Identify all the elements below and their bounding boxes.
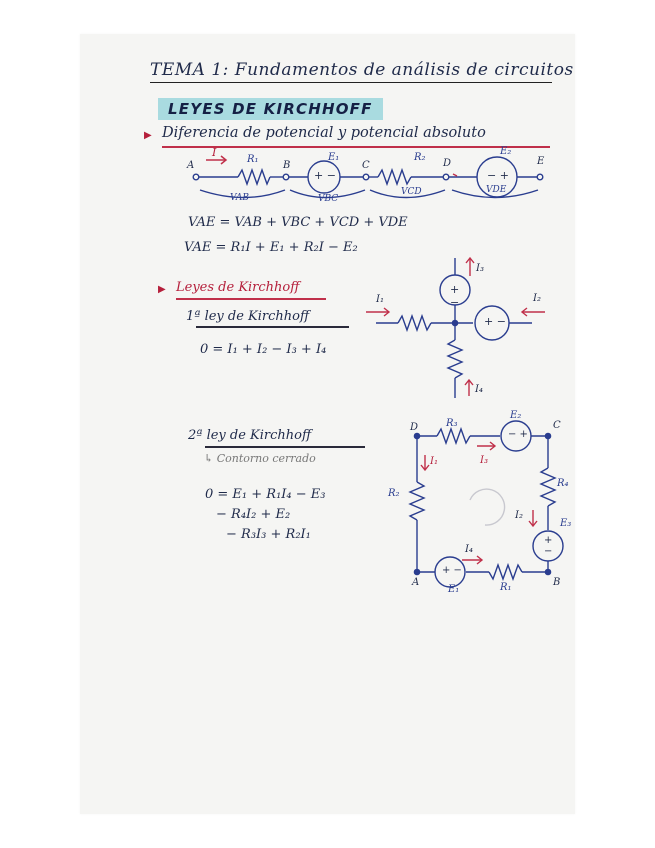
resistor-r2 [378,170,411,184]
label-loop-e3: E₃ [560,518,572,529]
label-i2: I₂ [533,293,541,304]
page-title: TEMA 1: Fundamentos de análisis de circuitos [150,60,574,80]
bullet-arrow-icon: ▶ [144,130,152,141]
e2-polarity: − + [487,169,509,182]
label-loop-r3: R₃ [446,418,458,429]
label-loop-r2: R₂ [388,488,400,499]
first-law-title: 1ª ley de Kirchhoff [186,309,310,324]
label-i3: I₃ [476,263,484,274]
contorno-label: Contorno cerrado [216,452,316,465]
label-r1: R₁ [247,154,259,165]
node-d [443,174,449,180]
node-source-polarity: + − [450,283,460,309]
label-e1: E₁ [328,152,340,163]
label-node-c: C [362,160,370,171]
second-law-line-2: − R₄I₂ + E₂ [216,507,291,522]
label-vcd: VCD [401,187,422,197]
first-law-underline [196,326,349,328]
first-law-equation: 0 = I₁ + I₂ − I₃ + I₄ [200,342,327,357]
label-vab: VAB [230,193,250,203]
label-loop-c: C [553,420,561,431]
label-e2: E₂ [500,146,512,157]
label-i1: I₁ [376,294,384,305]
label-loop-d: D [410,422,419,433]
loop-e1-polarity: + − [442,565,462,576]
bullet-arrow-icon-2: ▶ [158,284,166,295]
node-resistor-left [398,316,431,330]
loop-e2-polarity: − + [508,429,528,440]
label-loop-i1: I₁ [430,456,438,467]
label-node-b: B [283,160,291,171]
label-current-i: I [212,146,217,159]
label-loop-e2: E₂ [510,410,522,421]
node-source-right-polarity: + − [484,315,506,328]
label-node-d: D [443,158,452,169]
loop-resistor-r4 [541,468,555,506]
section2-underline [176,298,326,300]
node-c [363,174,369,180]
node-a [193,174,199,180]
label-vbc: VBC [318,194,339,204]
contorno-cerrado: ↳ Contorno cerrado [204,452,316,465]
label-loop-r1: R₁ [500,582,512,593]
node-e [537,174,543,180]
label-i4: I₄ [475,384,483,395]
label-vde: VDE [486,185,507,195]
second-law-line-1: 0 = E₁ + R₁I₄ − E₃ [205,487,326,502]
loop-e3-polarity: + − [544,535,553,557]
equation-vae-sum: VAE = VAB + VBC + VCD + VDE [188,215,408,230]
label-loop-b: B [553,577,561,588]
loop-resistor-r2 [410,482,424,520]
label-loop-i2: I₂ [515,510,523,521]
node-b [283,174,289,180]
resistor-r1 [238,170,270,184]
loop-resistor-r3 [437,429,470,443]
second-law-line-3: − R₃I₃ + R₂I₁ [226,527,311,542]
loop-resistor-r1 [489,565,522,579]
second-law-underline [205,446,365,448]
e1-polarity: + − [314,169,336,182]
node-diagram [376,258,532,398]
label-node-e: E [537,156,545,167]
label-loop-r4: R₄ [557,478,569,489]
section1-heading: Diferencia de potencial y potencial absoluto [162,125,486,141]
second-law-title: 2ª ley de Kirchhoff [188,428,312,443]
label-loop-a: A [412,577,420,588]
label-loop-i3: I₃ [480,455,488,466]
label-r2: R₂ [414,152,426,163]
label-loop-i4: I₄ [465,544,473,555]
equation-vae-expanded: VAE = R₁I + E₁ + R₂I − E₂ [184,240,358,255]
section2-heading: Leyes de Kirchhoff [176,280,300,295]
node-resistor-bottom [448,340,462,378]
loop-direction-icon [470,489,505,525]
leyes-heading: LEYES DE KIRCHHOFF [158,98,383,120]
label-node-a: A [187,160,195,171]
label-loop-e1: E₁ [448,584,460,595]
